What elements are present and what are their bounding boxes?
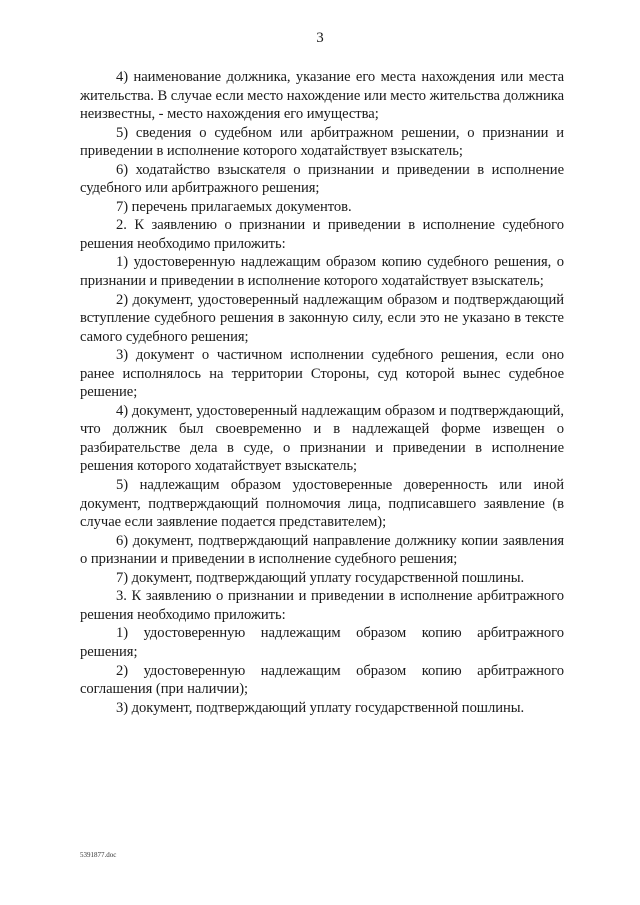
paragraph: 7) документ, подтверждающий уплату государственной пошлины. [116,569,525,586]
page-number: 3 [316,30,324,46]
paragraph: 3. К заявлению о признании и приведении в исполнение арбитражного решения необходимо приложить: [80,588,564,623]
paragraph: 6) ходатайство взыскателя о признании и приведении в исполнение судебного или арбитражного решения; [80,161,564,197]
paragraph: 6) документ, подтверждающий направление должнику копии заявления о признании и приведении в исполнение судебного решения; [80,532,564,568]
paragraph: 5) сведения о судебном или арбитражном решении, о признании и приведении в исполнение которого ходатайствует взыскатель; [80,124,564,160]
document-filename-footer: 5391877.doc [80,851,117,859]
paragraph: 2) документ, удостоверенный надлежащим образом и подтверждающий вступление судебного решения в законную силу, если это не указано в тексте самого судебного решения; [80,291,564,345]
paragraph: 3) документ, подтверждающий уплату государственной пошлины. [116,699,525,716]
paragraph: 2) удостоверенную надлежащим образом копию арбитражного соглашения (при наличии); [80,662,564,698]
paragraph: 7) перечень прилагаемых документов. [116,198,352,215]
paragraph: 1) удостоверенную надлежащим образом копию арбитражного решения; [80,625,564,660]
paragraph: 3) документ о частичном исполнении судебного решения, если оно ранее исполнялось на территории Стороны, суд которой вынес судебное решение; [80,347,564,401]
paragraph: 2. К заявлению о признании и приведении в исполнение судебного решения необходимо приложить: [80,217,564,252]
paragraph: 1) удостоверенную надлежащим образом копию судебного решения, о признании и приведении в исполнение которого ходатайствует взыскатель; [80,254,564,290]
paragraph: 4) документ, удостоверенный надлежащим образом и подтверждающий, что должник был своевременно и в надлежащей форме извещен о разбирательстве дела в суде, о признании и приведении в исполнение решения которого ходатайствует взыскатель; [80,402,564,475]
paragraph: 5) надлежащим образом удостоверенные доверенность или иной документ, подтверждающий полномочия лица, подписавшего заявление (в случае если заявление подается представителем); [80,477,564,531]
document-body [80,68,564,717]
paragraph: 4) наименование должника, указание его места нахождения или места жительства. В случае если место нахождение или место жительства должника неизвестны, - место нахождения его имущества; [80,69,564,123]
